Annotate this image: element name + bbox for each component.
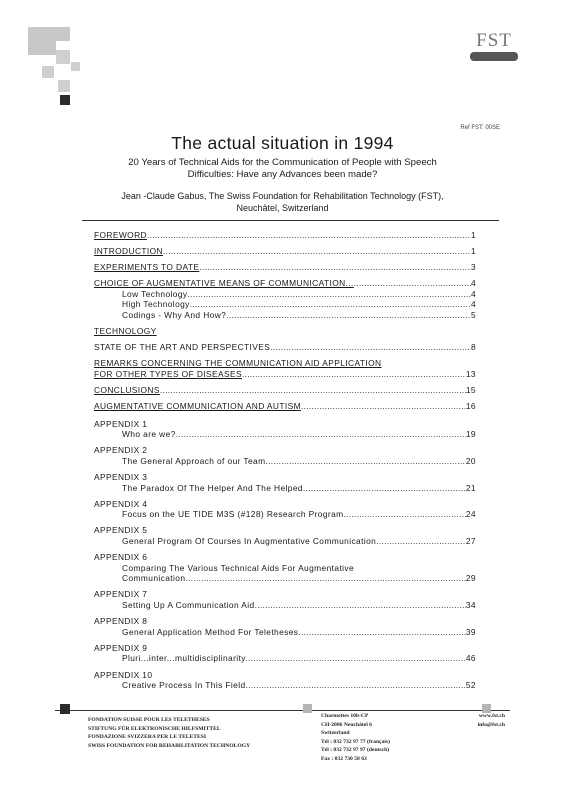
toc-page: 19 [465,429,476,440]
toc-entry[interactable] [94,483,476,494]
toc-page: 52 [465,680,476,691]
address-line: Charmettes 10b-CP [321,713,369,719]
decor-square [60,95,70,105]
toc-label: The General Approach of our Team [122,456,266,466]
toc-page: 16 [465,401,476,412]
website-link[interactable]: www.fst.ch [478,713,505,719]
toc-entry[interactable] [94,680,476,691]
toc-page: 46 [465,653,476,664]
toc-page: 24 [465,509,476,520]
appendix-heading: APPENDIX 8 [94,616,148,627]
document-title: The actual situation in 1994 [171,133,394,153]
decor-square [71,62,80,71]
footer-web [470,712,505,729]
toc-label: The Paradox Of The Helper And The Helped [122,482,303,493]
toc-page: 15 [465,385,476,396]
toc-label: STATE OF THE ART AND PERSPECTIVES [94,342,271,353]
toc-page: 21 [465,482,476,493]
authors-line: Neuchâtel, Switzerland [236,203,329,213]
toc-entry[interactable] [94,246,476,257]
footer-foundation [88,716,250,750]
toc-label[interactable]: Comparing The Various Technical Aids For Augmentative [122,562,355,573]
toc-entry[interactable] [94,310,476,321]
toc-page: 27 [465,536,476,547]
toc-entry[interactable] [94,230,476,241]
toc-entry[interactable] [94,429,476,440]
toc-page: 20 [465,456,476,466]
toc-label: Focus on the UE TIDE M3S (#128) Research Program [122,509,344,520]
toc-label: AUGMENTATIVE COMMUNICATION AND AUTISM [94,401,301,412]
toc-page: 34 [465,600,476,611]
toc-entry[interactable] [94,536,476,547]
appendix-heading: APPENDIX 6 [94,552,148,563]
toc-label: General Application Method For Teletheses [122,626,299,637]
toc-label: CONCLUSIONS [94,385,160,396]
decor-square [58,80,70,92]
address-line: CH-2006 Neuchâtel 6 [321,721,372,728]
appendix-heading: APPENDIX 2 [94,445,148,456]
toc-heading[interactable]: REMARKS CONCERNING THE COMMUNICATION AID APPLICATION [94,358,382,369]
toc-page: 29 [465,573,476,584]
email-link[interactable]: info@fst.ch [477,721,505,728]
toc-page: 1 [470,246,476,257]
toc-label: Communication [122,573,186,584]
toc-entry[interactable] [94,299,476,310]
appendix-heading: APPENDIX 10 [94,669,153,680]
appendix-heading: APPENDIX 9 [94,642,148,653]
toc-label: Setting Up A Communication Aid [122,600,255,611]
toc-page: 5 [470,310,476,321]
toc-entry[interactable] [94,573,476,584]
footer-divider [55,710,510,711]
decor-square [56,50,70,64]
toc-label: General Program Of Courses In Augmentative Communication [122,536,377,547]
toc-page: 13 [465,368,476,379]
toc-entry[interactable] [94,369,476,380]
footer-square [60,704,70,714]
toc-page: 1 [470,230,476,240]
toc-entry[interactable] [94,509,476,520]
toc-label: High Technology [122,299,190,310]
address-line: Switzerland [321,730,350,737]
decor-square [56,27,70,41]
logo-text: FST [476,30,512,51]
foundation-name: FONDAZIONE SVIZZERA PER LE TELETESI [88,734,207,741]
toc-page: 4 [470,288,476,299]
toc-label: EXPERIMENTS TO DATE [94,262,200,273]
toc-label: Codings - Why And How? [122,310,227,321]
appendix-heading: APPENDIX 1 [94,418,148,429]
fax-line: Fax : 032 730 58 63 [321,755,367,762]
toc-entry[interactable] [94,262,476,273]
toc-entry[interactable] [94,627,476,638]
authors-line: Jean -Claude Gabus, The Swiss Foundation for Rehabilitation Technology (FST), [121,191,444,201]
toc-entry[interactable] [94,385,476,396]
foundation-name: SWISS FOUNDATION FOR REHABILITATION TECHNOLOGY [88,742,251,749]
toc-entry[interactable] [94,456,476,467]
toc-entry[interactable] [94,278,476,289]
toc-page: 3 [470,262,476,273]
phone-line: Tél : 032 732 97 97 (deutsch) [321,747,390,754]
toc-label: CHOICE OF AUGMENTATIVE MEANS OF COMMUNICATION... [94,278,354,289]
fst-logo [468,30,520,68]
toc-label: Who are we? [122,429,176,440]
toc-page: 39 [465,626,476,637]
decor-square [28,27,56,55]
toc-page: 8 [470,342,476,353]
divider [82,220,499,221]
appendix-heading: APPENDIX 7 [94,589,148,600]
toc-label: FOR OTHER TYPES OF DISEASES [94,368,242,379]
toc-heading[interactable]: TECHNOLOGY [94,326,157,337]
toc-entry[interactable] [94,653,476,664]
appendix-heading: APPENDIX 4 [94,498,148,509]
toc-label: INTRODUCTION [94,246,164,257]
logo-hands-icon [470,52,518,61]
toc-page: 4 [470,299,476,310]
toc-label: Pluri...inter...multidisciplinarity... [122,653,254,664]
foundation-name: STIFTUNG FÜR ELEKTRONISCHE HILFSMITTEL [88,725,221,732]
toc-label: FOREWORD [94,230,147,240]
toc-label: Low Technology [122,288,188,299]
toc-entry[interactable] [94,600,476,611]
phone-line: Tél : 032 732 97 77 (français) [321,738,390,745]
toc-entry[interactable] [94,289,476,300]
document-subtitle: 20 Years of Technical Aids for the Communication of People with Speech Difficulties: Have any Advances been made? [128,157,437,180]
foundation-name: FONDATION SUISSE POUR LES TELETHESES [88,717,210,723]
toc-entry[interactable] [94,342,476,353]
reference-number: Ref FST: 00SE [460,125,500,131]
table-of-contents [94,230,476,691]
toc-page: 4 [470,278,476,289]
footer-square [303,704,312,713]
appendix-heading: APPENDIX 5 [94,525,148,536]
toc-label: Creative Process In This Field [122,680,246,691]
authors [100,190,465,214]
footer-address [321,712,390,764]
appendix-heading: APPENDIX 3 [94,472,148,483]
toc-entry[interactable] [94,401,476,412]
decor-square [42,66,54,78]
